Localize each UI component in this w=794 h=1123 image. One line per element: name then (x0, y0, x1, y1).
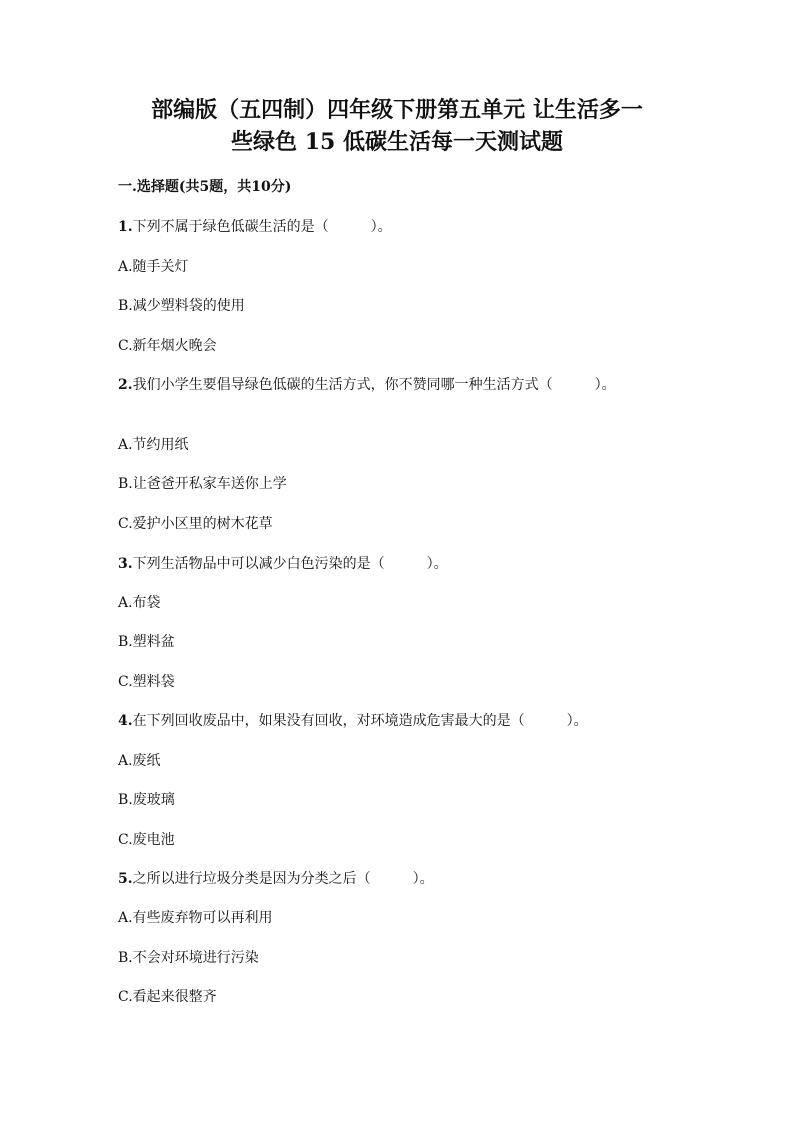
question-5-option-a: A.有些废弃物可以再利用 (118, 910, 273, 926)
question-4-option-b: B.废玻璃 (118, 792, 175, 808)
question-2-option-b: B.让爸爸开私家车送你上学 (118, 476, 287, 492)
question-number: 3. (118, 556, 133, 572)
question-text: 在下列回收废品中，如果没有回收，对环境造成危害最大的是（ ）。 (132, 713, 588, 729)
question-4 (118, 711, 678, 731)
title-line-2: 些绿色 15 低碳生活每一天测试题 (231, 129, 563, 155)
question-3-option-b: B.塑料盆 (118, 634, 175, 650)
question-text: 我们小学生要倡导绿色低碳的生活方式，你不赞同哪一种生活方式（ ）。 (132, 377, 616, 393)
question-5-option-b: B.不会对环境进行污染 (118, 950, 259, 966)
question-3 (118, 554, 638, 574)
question-2 (118, 375, 618, 395)
question-1-option-c: C.新年烟火晚会 (118, 338, 217, 354)
question-5-option-c: C.看起来很整齐 (118, 989, 217, 1005)
question-5 (118, 869, 638, 889)
question-3-option-c: C.塑料袋 (118, 674, 175, 690)
question-number: 2. (118, 377, 133, 393)
question-2-option-a: A.节约用纸 (118, 437, 189, 453)
title-line-1: 部编版（五四制）四年级下册第五单元 让生活多一 (151, 97, 643, 123)
question-number: 4. (118, 713, 133, 729)
question-4-option-a: A.废纸 (118, 753, 161, 769)
question-text: 之所以进行垃圾分类是因为分类之后（ ）。 (132, 871, 434, 887)
question-1-option-b: B.减少塑料袋的使用 (118, 298, 245, 314)
question-2-option-c: C.爱护小区里的树木花草 (118, 516, 273, 532)
question-text: 下列生活物品中可以减少白色污染的是（ ）。 (132, 556, 448, 572)
question-text: 下列不属于绿色低碳生活的是（ ）。 (132, 219, 392, 235)
question-1-option-a: A.随手关灯 (118, 259, 189, 275)
question-number: 5. (118, 871, 133, 887)
question-1 (118, 217, 638, 237)
question-4-option-c: C.废电池 (118, 832, 175, 848)
question-3-option-a: A.布袋 (118, 595, 161, 611)
document-title (0, 94, 794, 158)
question-number: 1. (118, 219, 133, 235)
section-heading: 一.选择题(共5题，共10分) (118, 179, 292, 195)
